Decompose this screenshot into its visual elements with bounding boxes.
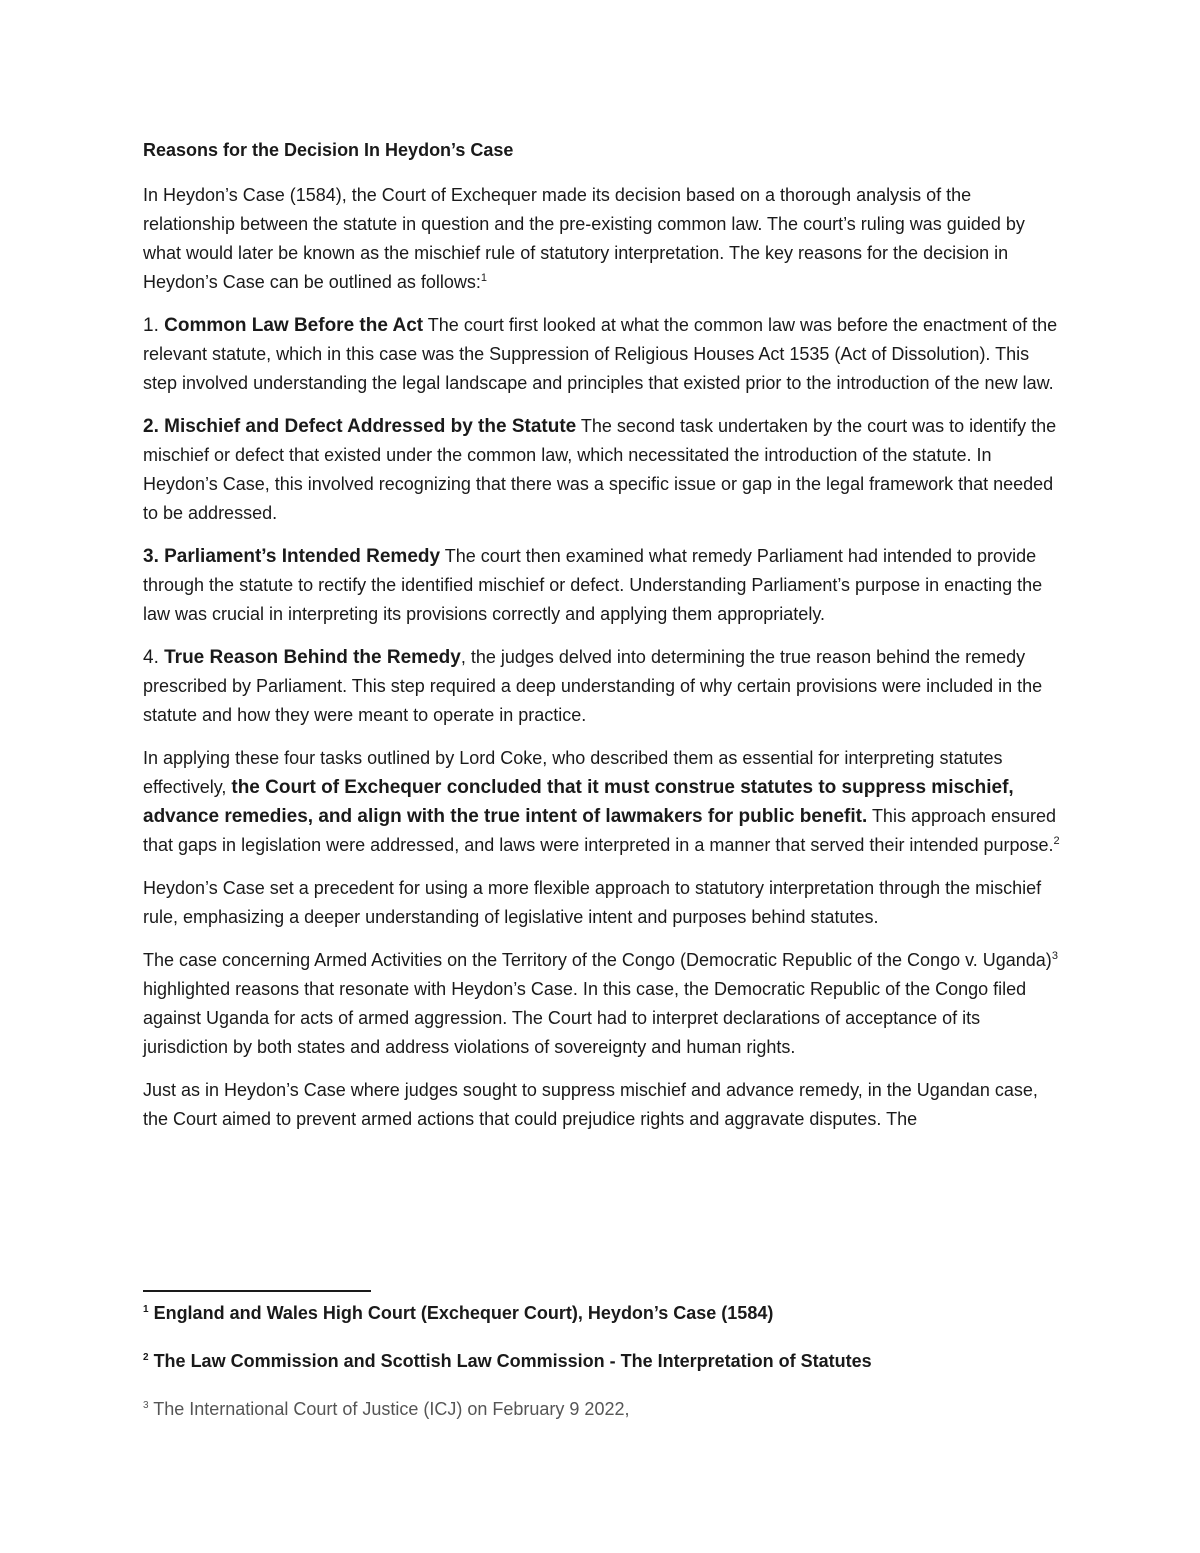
list-item-text: , the judges delved into determining the true reason behind the remedy prescribed by Parliament. This step required a deep understanding of why certain provisions were included in the statute and how they were meant to operate in practice.	[143, 647, 1043, 725]
footnote-3	[143, 1396, 1063, 1422]
list-item-text: The second task undertaken by the court was to identify the mischief or defect that existed under the common law, which necessitated the introduction of the statute. In Heydon’s Case, this involved recognizing that there was a specific issue or gap in the legal framework that needed to be addressed.	[143, 416, 1057, 523]
precedent-paragraph: Heydon’s Case set a precedent for using a more flexible approach to statutory interpretation through the mischief rule, emphasizing a deeper understanding of legislative intent and purposes behind statutes.	[143, 878, 1042, 927]
list-item-title: Mischief and Defect Addressed by the Statute	[164, 416, 577, 437]
congo-text-before: The case concerning Armed Activities on the Territory of the Congo (Democratic Republic of the Congo v. Uganda)	[143, 950, 1052, 970]
footnote-ref-3[interactable]: 3	[1051, 950, 1058, 962]
intro-text: In Heydon’s Case (1584), the Court of Exchequer made its decision based on a thorough analysis of the relationship between the statute in question and the pre-existing common law. The court’s ruling was guided by what would later be known as the mischief rule of statutory interpretation. The key reasons for the decision in Heydon’s Case can be outlined as follows:	[143, 185, 1025, 292]
footnote-text: The International Court of Justice (ICJ) on February 9 2022,	[148, 1399, 630, 1419]
coke-text-after: This approach ensured that gaps in legislation were addressed, and laws were interpreted in a manner that served their intended purpose.	[143, 806, 1057, 855]
intro-paragraph	[143, 181, 1063, 297]
list-item-number: 2.	[143, 416, 165, 437]
final-paragraph: Just as in Heydon’s Case where judges sought to suppress mischief and advance remedy, in the Ugandan case, the Court aimed to prevent armed actions that could prejudice rights and aggravate disputes. The	[143, 1080, 1038, 1129]
footnote-mark: 1	[143, 1304, 149, 1315]
coke-emphasis: the Court of Exchequer concluded that it must construe statutes to suppress mischief, advance remedies, and align with the true intent of lawmakers for public benefit.	[143, 777, 1014, 827]
list-item-title: True Reason Behind the Remedy	[164, 647, 461, 668]
footnote-ref-1[interactable]: 1	[480, 272, 487, 284]
footnote-ref-2[interactable]: 2	[1053, 835, 1060, 847]
list-item-2	[143, 412, 1063, 528]
list-item-3	[143, 542, 1063, 629]
footnote-mark: 2	[143, 1352, 149, 1363]
list-item-title: Common Law Before the Act	[164, 315, 424, 336]
document-heading: Reasons for the Decision In Heydon’s Case	[143, 140, 514, 160]
footnote-mark: 3	[143, 1400, 149, 1411]
footnote-1	[143, 1300, 1063, 1326]
footnote-separator	[143, 1290, 371, 1292]
footnote-2	[143, 1348, 1063, 1374]
list-item-text: The court first looked at what the common law was before the enactment of the relevant statute, which in this case was the Suppression of Religious Houses Act 1535 (Act of Dissolution). This step involved understanding the legal landscape and principles that existed prior to the introduction of the new law.	[143, 315, 1058, 393]
list-item-number: 3.	[143, 546, 165, 567]
list-item-number: 1.	[143, 315, 165, 336]
congo-paragraph	[143, 946, 1063, 1062]
list-item-text: The court then examined what remedy Parliament had intended to provide through the statute to rectify the identified mischief or defect. Understanding Parliament’s purpose in enacting the law was crucial in interpreting its provisions correctly and applying them appropriately.	[143, 546, 1043, 624]
footnote-text: England and Wales High Court (Exchequer Court), Heydon’s Case (1584)	[148, 1303, 774, 1323]
congo-text-after: highlighted reasons that resonate with Heydon’s Case. In this case, the Democratic Republic of the Congo filed against Uganda for acts of armed aggression. The Court had to interpret declarations of acceptance of its jurisdiction by both states and address violations of sovereignty and human rights.	[143, 979, 1027, 1057]
list-item-1	[143, 311, 1063, 398]
footnote-text: The Law Commission and Scottish Law Commission - The Interpretation of Statutes	[148, 1351, 872, 1371]
list-item-title: Parliament’s Intended Remedy	[164, 546, 441, 567]
document-body	[143, 140, 1063, 1134]
coke-text-before: In applying these four tasks outlined by Lord Coke, who described them as essential for interpreting statutes effectively,	[143, 748, 1003, 797]
coke-paragraph	[143, 744, 1063, 860]
list-item-number: 4.	[143, 647, 165, 668]
footnotes-section	[143, 1300, 1063, 1444]
list-item-4	[143, 643, 1063, 730]
